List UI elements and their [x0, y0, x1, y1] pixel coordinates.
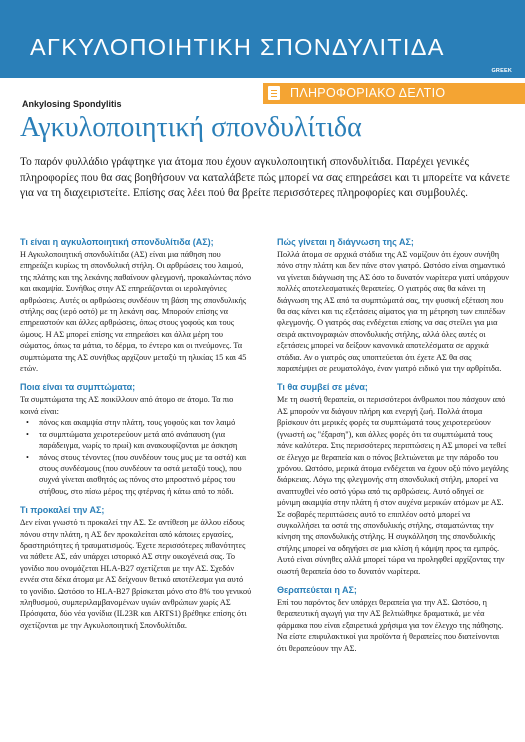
- section-symptoms: [20, 381, 252, 497]
- section-heading: Τι είναι η αγκυλοποιητική σπονδυλίτιδα (ΑΣ);: [20, 237, 214, 247]
- section-text: Η Αγκυλοποιητική σπονδυλίτιδα (ΑΣ) είναι μια πάθηση που επηρεάζει κυρίως τη σπονδυλική στήλη. Οι αρθρώσεις του λαιμού, της πλάτης και της λεκάνης παθαίνουν φλεγμονή, προκαλώντας πόνο και ακαμψία. Συνήθως στην ΑΣ επηρεάζονται οι ιερολαγόνιες αρθρώσεις. Αυτές οι αρθρώσεις συνδέουν τη βάση της σπονδυλικής στήλης σας (ιερό οστό) με τη λεκάνη σας. Μπορούν επίσης να επηρεαστούν και άλλες αρθρώσεις, όπως στους γοφούς και τους ώμους. Η ΑΣ μπορεί επίσης να επηρεάσει και άλλα μέρη του σώματος, όπως τα μάτια, το δέρμα, το έντερο και οι πνεύμονες. Τα συμπτώματα της ΑΣ συνήθως αρχίζουν μεταξύ τη ηλικίας 15 και 45 ετών.: [20, 250, 251, 374]
- list-item: • πόνος στους τένοντες (που συνδέουν τους μυς με τα οστά) και στους συνδέσμους (που συνδέουν τα οστά μεταξύ τους), που συχνά γίνεται αισθητός ως πόνος στο μπροστινό μέρος του στήθους, στο πίσω μέρος της φτέρνας ή κάτω από το πόδι.: [39, 452, 252, 498]
- document-icon: [268, 86, 280, 100]
- list-item: • πόνος και ακαμψία στην πλάτη, τους γοφούς και τον λαιμό: [39, 417, 252, 428]
- english-subtitle: Ankylosing Spondylitis: [22, 99, 122, 109]
- right-column: [277, 236, 509, 661]
- section-text: Με τη σωστή θεραπεία, οι περισσότεροι άνθρωποι που πάσχουν από ΑΣ μπορούν να διάγουν πλήρη και ενεργή ζωή. Πολλά άτομα βρίσκουν ότι μερικές φορές τα συμπτώματά τους χειροτερεύουν (γνωστή ως "έξαρση"), και άλλες φορές ότι τα συμπτώματά τους πάνε καλύτερα. Στις περισσότερες περιπτώσεις η ΑΣ μπορεί να τεθεί σε έλεγχο με θεραπεία και ο πόνος βελτιώνεται με την πάροδο του χρόνου. Ωστόσο, μερικά άτομα ενδέχεται να έχουν οξύ πόνο μεγάλης διάρκειας. Λόγω της φλεγμονής στη σπονδυλική στήλη, μπορεί να αναπτυχθεί νέο οστό γύρω από τις αρθρώσεις. Αυτό οδηγεί σε μόνιμη ακαμψία στην πλάτη ή στον αυχένα μερικών ατόμων με ΑΣ. Σε σοβαρές περιπτώσεις αυτό το επιπλέον οστό μπορεί να συγκολλήσει τα οστά της σπονδυλικής στήλης, σταματώντας την κίνηση της σπονδυλικής στήλης. Η συγκόλληση της σπονδυλικής στήλης μπορεί να οδηγήσει σε μια κλίση ή κάμψη προς τα εμπρός. Αυτό είναι σύνηθες αλλά μπορεί τώρα να προληφθεί αρχίζοντας την σωστή θεραπεία όσο το δυνατόν νωρίτερα.: [277, 395, 509, 576]
- section-diagnosis: [277, 236, 509, 374]
- section-treatment: [277, 584, 509, 654]
- info-sheet-bar: [263, 83, 525, 104]
- section-heading: Τι θα συμβεί σε μένα;: [277, 382, 368, 393]
- section-text: Τα συμπτώματα της ΑΣ ποικίλλουν από άτομο σε άτομο. Τα πιο κοινά είναι:: [20, 395, 234, 416]
- intro-paragraph: Το παρόν φυλλάδιο γράφτηκε για άτομα που έχουν αγκυλοποιητική σπονδυλίτιδα. Παρέχει γενικές πληροφορίες που θα σας βοηθήσουν να καταλάβετε πώς μπορεί να σας επηρεάσει και τι μπορείτε να κάνετε για να τη διαχειριστείτε. Επίσης σας λέει πού θα βρείτε περισσότερες πληροφορίες και συμβουλές.: [20, 156, 510, 199]
- page-title: Αγκυλοποιητική σπονδυλίτιδα: [20, 112, 362, 143]
- left-column: [20, 236, 252, 638]
- symptoms-list: [20, 417, 252, 497]
- section-text: Πολλά άτομα σε αρχικά στάδια της ΑΣ νομίζουν ότι έχουν συνήθη πόνο στην πλάτη και δεν πάνε στον γιατρό. Ωστόσο είναι σημαντικό να γίνεται διάγνωση της ΑΣ όσο το δυνατόν νωρίτερα γιατί υπάρχουν πολλές αποτελεσματικές θεραπείες. Ο γιατρός σας θα κάνει τη διάγνωση της ΑΣ από τα συμπτώματά σας, την φυσική εξέταση που θα σας κάνει και τις εξετάσεις αίματος για τη μέτρηση των επιπέδων φλεγμονής. Ο γιατρός σας ενδέχεται επίσης να σας στείλει για μια σειρά ακτινογραφιών σπονδυλικής στήλης, αλλά όλες αυτές οι εξετάσεις μπορεί να δείξουν κανονικά αποτελέσματα σε αρχικά στάδια. Αν ο γιατρός σας υποπτεύεται ότι έχετε ΑΣ θα σας παραπέμψει σε ρευματολόγο, έναν γιατρό ειδικό για την αρθρίτιδα.: [277, 250, 509, 374]
- banner-title: ΑΓΚΥΛΟΠΟΙΗΤΙΚΗ ΣΠΟΝΔΥΛΙΤΙΔΑ: [30, 34, 445, 60]
- section-heading: Τι προκαλεί την ΑΣ;: [20, 505, 105, 516]
- section-heading: Θεραπεύεται η ΑΣ;: [277, 584, 357, 595]
- section-text: Επί του παρόντος δεν υπάρχει θεραπεία για την ΑΣ. Ωστόσο, η θεραπευτική αγωγή για την ΑΣ βελτιώθηκε δραματικά, με νέα φάρμακα που είναι εξαιρετικά χρήσιμα για τον έλεγχο της πάθησης. Να είστε επιφυλακτικοί για προϊόντα ή θεραπείες που διατείνονται ότι θεραπεύουν την ΑΣ.: [277, 597, 504, 653]
- section-what-is: [20, 236, 252, 374]
- section-heading: Πώς γίνεται η διάγνωση της ΑΣ;: [277, 237, 414, 247]
- section-text: Δεν είναι γνωστό τι προκαλεί την ΑΣ. Σε αντίθεση με άλλου είδους πόνου στην πλάτη, η ΑΣ δεν προκαλείται από κάποιες εργασίες, δραστηριότητες ή τραυματισμούς. Έχετε περισσότερες πιθανότητες να πάθετε ΑΣ, εάν υπάρχει ιστορικό ΑΣ στην οικογένειά σας. Το γονίδιο που ονομάζεται HLA-B27 σχετίζεται με την ΑΣ. Σχεδόν εννέα στα δέκα άτομα με ΑΣ δείχνουν θετικό αποτέλεσμα για αυτό το γονίδιο. Ωστόσο το HLA-B27 βρίσκεται μόνο στο 8% του γενικού πληθυσμού, συμπεριλαμβανομένων υγιών ανθρώπων χωρίς ΑΣ Πρόσφατα, δύο νέα γονίδια (IL23R και ARTS1) βρέθηκε επίσης ότι σχετίζονται με την Αγκυλοποιητική Σπονδυλίτιδα.: [20, 518, 252, 630]
- info-sheet-label: ΠΛΗΡΟΦΟΡΙΑΚΟ ΔΕΛΤΙΟ: [290, 86, 446, 100]
- list-item: • τα συμπτώματα χειροτερεύουν μετά από ανάπαυση (για παράδειγμα, νωρίς το πρωί) και ανακουφίζονται με άσκηση: [39, 429, 252, 452]
- section-heading: Ποια είναι τα συμπτώματα;: [20, 382, 136, 393]
- section-causes: [20, 504, 252, 631]
- language-label: GREEK: [491, 68, 512, 74]
- header-banner: [0, 0, 525, 78]
- section-outlook: [277, 381, 509, 577]
